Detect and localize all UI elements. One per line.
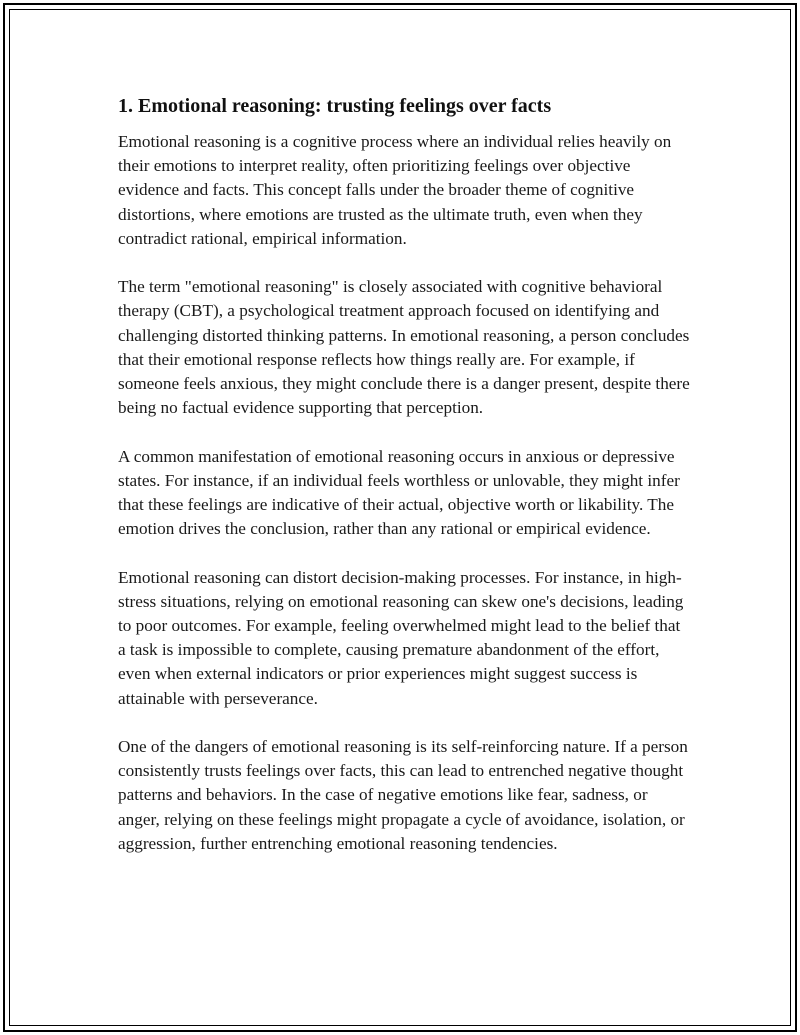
paragraph-1: Emotional reasoning is a cognitive process where an individual relies heavily on their emotions to interpret reality, often prioritizing feelings over objective evidence and facts. This concept falls under the broader theme of cognitive distortions, where emotions are trusted as the ultimate truth, even when they contradict rational, empirical information. [118, 132, 672, 248]
paragraph-5: One of the dangers of emotional reasoning is its self-reinforcing nature. If a person consistently trusts feelings over facts, this can lead to entrenched negative thought patterns and behaviors. In the case of negative emotions like fear, sadness, or anger, relying on these feelings might propagate a cycle of avoidance, isolation, or aggression, further entrenching emotional reasoning tendencies. [118, 737, 688, 853]
document-body [118, 92, 690, 880]
paragraph-4: Emotional reasoning can distort decision-making processes. For instance, in high-stress situations, relying on emotional reasoning can skew one's decisions, leading to poor outcomes. For example, feeling overwhelmed might lead to the belief that a task is impossible to complete, causing premature abandonment of the effort, even when external indicators or prior experiences might suggest success is attainable with perseverance. [118, 567, 684, 708]
paragraph-3: A common manifestation of emotional reasoning occurs in anxious or depressive states. For instance, if an individual feels worthless or unlovable, they might infer that these feelings are indicative of their actual, objective worth or likability. The emotion drives the conclusion, rather than any rational or empirical evidence. [118, 446, 680, 539]
paragraph-2: The term "emotional reasoning" is closely associated with cognitive behavioral therapy (CBT), a psychological treatment approach focused on identifying and challenging distorted thinking patterns. In emotional reasoning, a person concludes that their emotional response reflects how things really are. For example, if someone feels anxious, they might conclude there is a danger present, despite there being no factual evidence supporting that perception. [118, 277, 690, 418]
section-heading: 1. Emotional reasoning: trusting feelings over facts [118, 95, 552, 117]
